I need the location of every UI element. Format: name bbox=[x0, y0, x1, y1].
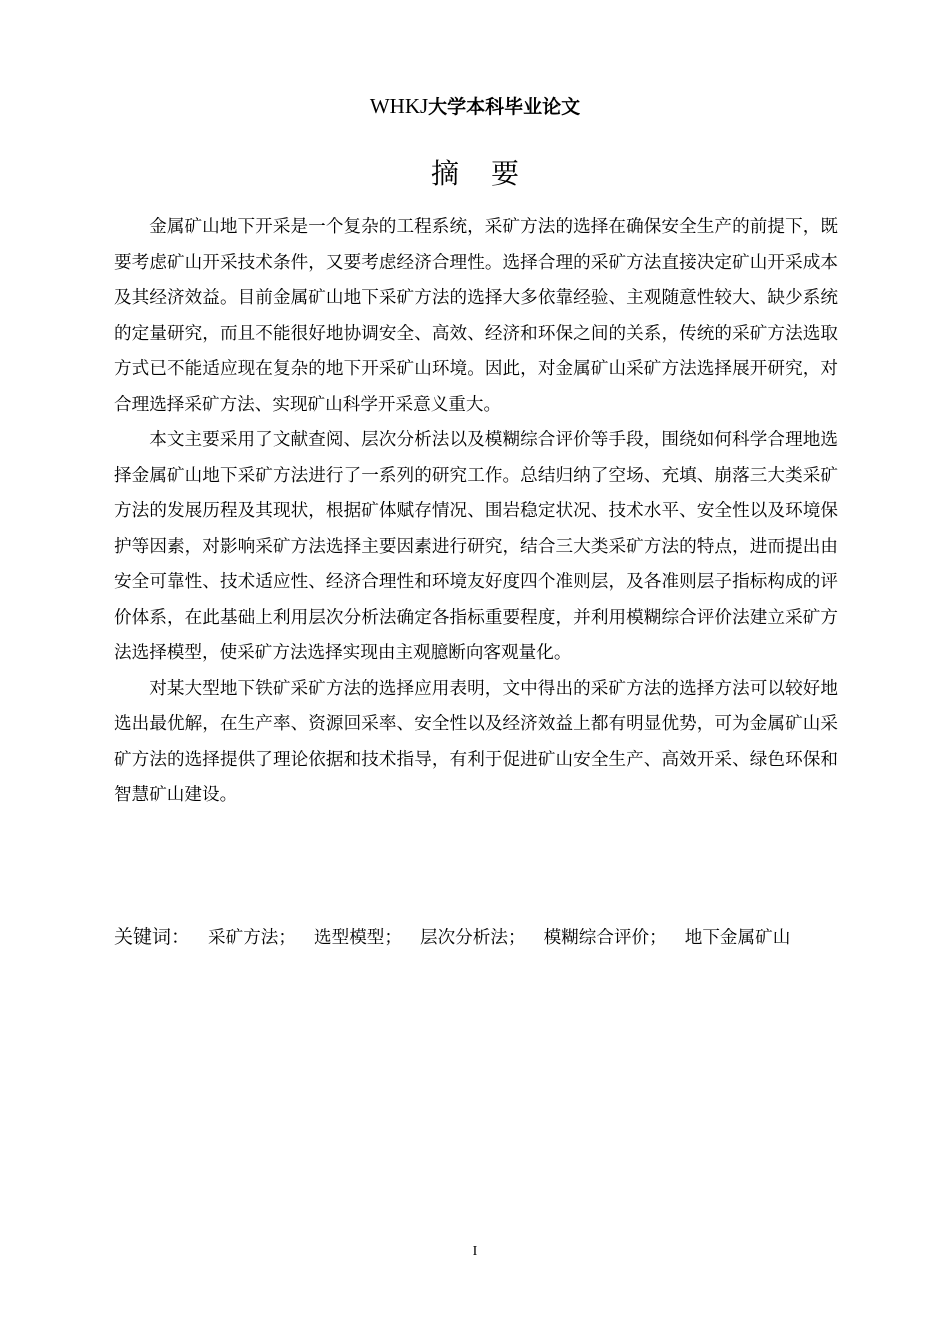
abstract-title: 摘要 bbox=[430, 157, 551, 190]
running-header bbox=[0, 92, 950, 119]
abstract-paragraph-2: 本文主要采用了文献查阅、层次分析法以及模糊综合评价等手段，围绕如何科学合理地选择金属矿山地下采矿方法进行了一系列的研究工作。总结归纳了空场、充填、崩落三大类采矿方法的发展历程及其现状，根据矿体赋存情况、围岩稳定状况、技术水平、安全性以及环境保护等因素，对影响采矿方法选择主要因素进行研究，结合三大类采矿方法的特点，进而提出由安全可靠性、技术适应性、经济合理性和环境友好度四个准则层，及各准则层子指标构成的评价体系，在此基础上利用层次分析法确定各指标重要程度，并利用模糊综合评价法建立采矿方法选择模型，使采矿方法选择实现由主观臆断向客观量化。 bbox=[114, 430, 838, 663]
keyword-item: 采矿方法； bbox=[208, 928, 296, 948]
abstract-paragraph-3: 对某大型地下铁矿采矿方法的选择应用表明，文中得出的采矿方法的选择方法可以较好地选出最优解，在生产率、资源回采率、安全性以及经济效益上都有明显优势，可为金属矿山采矿方法的选择提供了理论依据和技术指导，有利于促进矿山安全生产、高效开采、绿色环保和智慧矿山建设。 bbox=[114, 678, 838, 805]
abstract-body bbox=[114, 210, 838, 814]
header-institution-code: WHKJ bbox=[369, 94, 429, 118]
keywords-label: 关键词： bbox=[114, 926, 191, 948]
keyword-item: 模糊综合评价； bbox=[543, 928, 667, 948]
header-thesis-type: 大学本科毕业论文 bbox=[428, 96, 581, 118]
keyword-item: 层次分析法； bbox=[419, 928, 526, 948]
abstract-paragraph-1: 金属矿山地下开采是一个复杂的工程系统，采矿方法的选择在确保安全生产的前提下，既要考虑矿山开采技术条件，又要考虑经济合理性。选择合理的采矿方法直接决定矿山开采成本及其经济效益。目前金属矿山地下采矿方法的选择大多依靠经验、主观随意性较大、缺少系统的定量研究，而且不能很好地协调安全、高效、经济和环保之间的关系，传统的采矿方法选取方式已不能适应现在复杂的地下开采矿山环境。因此，对金属矿山采矿方法选择展开研究，对合理选择采矿方法、实现矿山科学开采意义重大。 bbox=[114, 217, 838, 415]
keywords-line bbox=[114, 920, 838, 956]
keyword-item: 地下金属矿山 bbox=[684, 928, 791, 948]
keyword-item: 选型模型； bbox=[314, 928, 402, 948]
page-number: I bbox=[472, 1244, 478, 1259]
